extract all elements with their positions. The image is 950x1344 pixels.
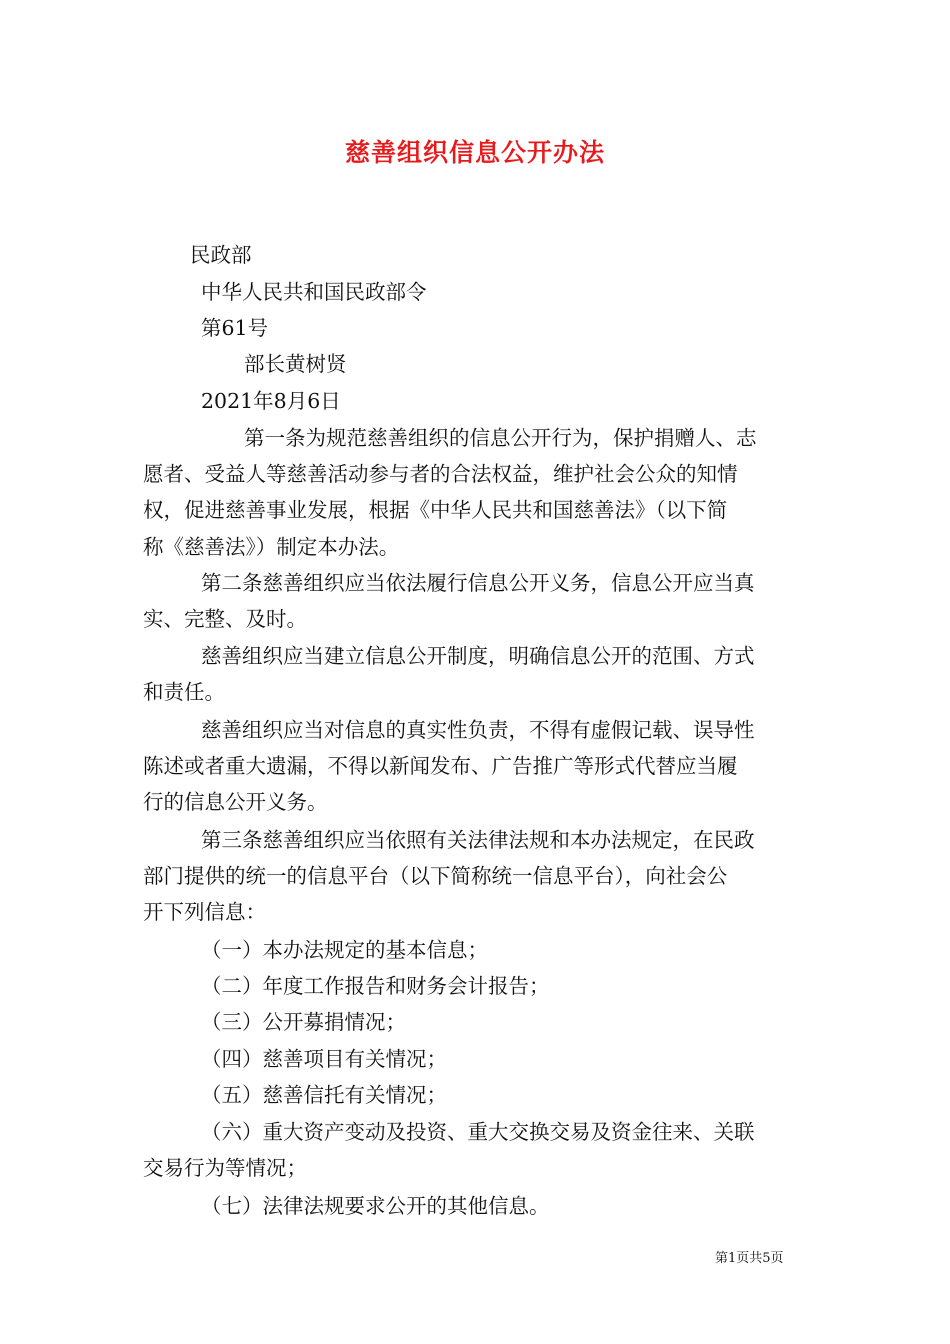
list-item: （四）慈善项目有关情况；	[201, 1047, 447, 1071]
body-line: 和责任。	[143, 680, 225, 704]
list-item: （三）公开募捐情况；	[201, 1010, 406, 1034]
body-line: 行的信息公开义务。	[143, 790, 328, 814]
page-number: 第1页共5页	[715, 1251, 784, 1266]
body-line: 实、完整、及时。	[143, 607, 307, 631]
issuer: 民政部	[190, 243, 252, 267]
list-item: （二）年度工作报告和财务会计报告；	[201, 974, 550, 998]
body-line: 愿者、受益人等慈善活动参与者的合法权益，维护社会公众的知情	[143, 462, 738, 486]
issue-date: 2021年8月6日	[201, 389, 341, 413]
list-item: 交易行为等情况；	[143, 1156, 307, 1180]
body-line: 权，促进慈善事业发展，根据《中华人民共和国慈善法》（以下简	[143, 498, 728, 522]
list-item: （一）本办法规定的基本信息；	[201, 938, 488, 962]
body-line: 开下列信息：	[143, 900, 266, 924]
page-title: 慈善组织信息公开办法	[344, 138, 605, 167]
list-item: （六）重大资产变动及投资、重大交换交易及资金往来、关联	[201, 1120, 755, 1144]
body-line: 慈善组织应当建立信息公开制度，明确信息公开的范围、方式	[201, 644, 755, 668]
body-line: 陈述或者重大遗漏，不得以新闻发布、广告推广等形式代替应当履	[143, 754, 738, 778]
body-line: 慈善组织应当对信息的真实性负责，不得有虚假记载、误导性	[201, 718, 755, 742]
body-line: 称《慈善法》）制定本办法。	[143, 535, 400, 559]
order-name: 中华人民共和国民政部令	[201, 280, 427, 304]
order-number: 第61号	[201, 316, 269, 340]
body-line: 第三条慈善组织应当依照有关法律法规和本办法规定，在民政	[201, 828, 755, 852]
list-item: （五）慈善信托有关情况；	[201, 1083, 447, 1107]
list-item: （七）法律法规要求公开的其他信息。	[201, 1194, 550, 1218]
body-line: 第二条慈善组织应当依法履行信息公开义务，信息公开应当真	[201, 571, 755, 595]
signatory: 部长黄树贤	[244, 352, 347, 376]
body-line: 部门提供的统一的信息平台（以下简称统一信息平台），向社会公	[143, 864, 728, 888]
body-line: 第一条为规范慈善组织的信息公开行为，保护捐赠人、志	[244, 426, 757, 450]
